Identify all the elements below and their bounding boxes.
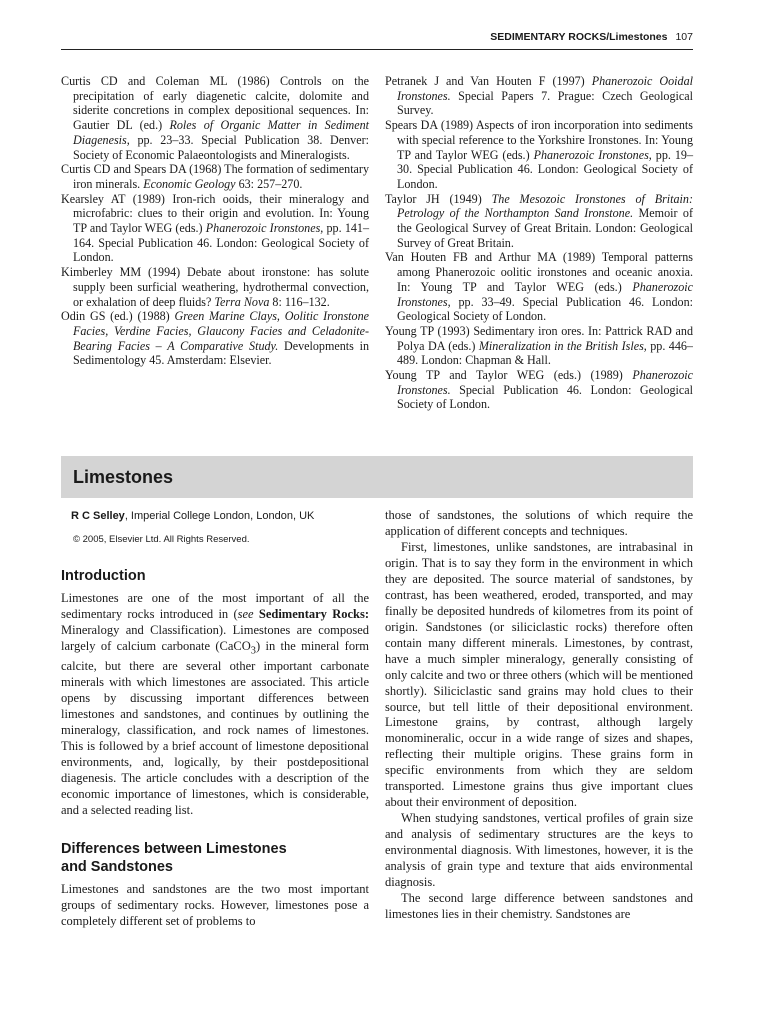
body-column-left [61, 508, 369, 930]
reference-item: Taylor JH (1949) The Mesozoic Ironstones of Britain: Petrology of the Northampton Sand Ironstone. Memoir of the Geological Survey of Great Britain. London: Geological Survey of Great Britain. [385, 191, 693, 250]
article-title-banner [61, 456, 693, 498]
reference-item: Kimberley MM (1994) Debate about ironstone: has solute supply been surficial weathering, hydrothermal convection, or exhalation of deep fluids? Terra Nova 8: 116–132. [61, 265, 369, 309]
reference-item: Van Houten FB and Arthur MA (1989) Temporal patterns among Phanerozoic oolitic ironstones and oceanic anoxia. In: Young TP and Taylor WEG (eds.) Phanerozoic Ironstones, pp. 33–49. Special Publication 46. London: Geological Society of London. [385, 250, 693, 324]
reference-item: Young TP (1993) Sedimentary iron ores. In: Pattrick RAD and Polya DA (eds.) Mineralization in the British Isles, pp. 446–489. London: Chapman & Hall. [385, 323, 693, 368]
reference-item: Spears DA (1989) Aspects of iron incorporation into sediments with special reference to the Yorkshire Ironstones. In: Young TP and Taylor WEG (eds.) Phanerozoic Ironstones, pp. 19–30. Special Publication 46. London: Geological Society of London. [385, 118, 693, 191]
running-header [61, 31, 693, 50]
body-paragraph: When studying sandstones, vertical profiles of grain size and analysis of sedimentary structures are the keys to environmental diagnosis. With limestones, however, it is the analysis of grain type and texture that aids environmental diagnosis. [385, 811, 693, 890]
copyright-line: © 2005, Elsevier Ltd. All Rights Reserved. [73, 533, 250, 545]
article-title: Limestones [73, 467, 174, 487]
author-name: R C Selley [71, 510, 125, 522]
section-heading-differences: Differences between Limestones and Sandstones [61, 840, 287, 875]
reference-item: Curtis CD and Coleman ML (1986) Controls on the precipitation of early diagenetic calcite, dolomite and siderite concretions in complex depositional sequences. In: Gautier DL (ed.) Roles of Organic Matter in Sediment Diagenesis, pp. 23–33. Special Publication 38. Denver: Society of Economic Palaeontologists and Mineralogists. [61, 74, 370, 162]
body-paragraph: First, limestones, unlike sandstones, are intrabasinal in origin. That is to say they form in the environment in which they are deposited. The source material of sandstones, by contrast, has been weathered, eroded, transported, and may finally be deposited hundreds of kilometres from its point of origin. Sandstones (or siliciclastic rocks) therefore often contain many different minerals. Limestones, by contrast, have a much simpler mineralogy, generally consisting of only calcite and two or three others (which will be mentioned shortly). Siliciclastic sand grains may hold clues to their source, but tell little of their depositional environment. Limestone grains, by contrast, although largely monomineralic, occur in a wide range of sizes and shapes, reflecting their multiple origins. These grains form in specific environments from which they are seldom transported. Limestone grains thus give important clues about their environment of deposition. [385, 540, 693, 810]
author-affiliation: , Imperial College London, London, UK [124, 510, 315, 522]
page-number: 107 [675, 31, 693, 43]
cross-reference: Sedimentary Rocks: [253, 606, 369, 621]
author-line [71, 509, 369, 525]
body-paragraph: Limestones and sandstones are the two most important groups of sedimentary rocks. However, limestones pose a completely different set of problems to [61, 881, 369, 928]
body-paragraph-continued: those of sandstones, the solutions of which require the application of different concepts and techniques. [385, 508, 693, 538]
reference-item: Petranek J and Van Houten F (1997) Phanerozoic Ooidal Ironstones. Special Papers 7. Prague: Czech Geological Survey. [385, 74, 693, 118]
body-column-right [385, 508, 693, 923]
reference-list-right [385, 74, 693, 412]
reference-item: Young TP and Taylor WEG (eds.) (1989) Phanerozoic Ironstones. Special Publication 46. London: Geological Society of London. [385, 368, 693, 412]
intro-paragraph: Limestones are one of the most important of all the sedimentary rocks introduced in (see Sedimentary Rocks: Mineralogy and Classification). Limestones are composed largely of calcium carbonate (CaCO$_3$) in the mineral form calcite, but there are several other important carbonate minerals with which limestones are associated. This article opens by discussing important differences between limestones and sandstones, and continues by outlining the mineralogy, classification, and rock names of limestones. This is followed by a brief account of limestone depositional environments, and, logically, by their postdepositional diagenesis. The article concludes with a description of the economic importance of limestones, which is considerable, and a selected reading list. [61, 590, 369, 817]
reference-item: Odin GS (ed.) (1988) Green Marine Clays, Oolitic Ironstone Facies, Verdine Facies, Glaucony Facies and Celadonite-Bearing Facies – A Comparative Study. Developments in Sedimentology 45. Amsterdam: Elsevier. [61, 309, 370, 368]
section-heading-introduction: Introduction [61, 567, 146, 584]
running-header-section: SEDIMENTARY ROCKS/Limestones [490, 31, 668, 43]
reference-item: Kearsley AT (1989) Iron-rich ooids, their mineralogy and microfabric: clues to their origin and evolution. In: Young TP and Taylor WEG (eds.) Phanerozoic Ironstones, pp. 141–164. Special Publication 46. London: Geological Society of London. [61, 191, 370, 265]
reference-list-left [61, 74, 369, 368]
reference-item: Curtis CD and Spears DA (1968) The formation of sedimentary iron minerals. Economic Geology 63: 257–270. [61, 162, 369, 191]
body-paragraph: The second large difference between sandstones and limestones lies in their chemistry. Sandstones are [385, 890, 693, 921]
